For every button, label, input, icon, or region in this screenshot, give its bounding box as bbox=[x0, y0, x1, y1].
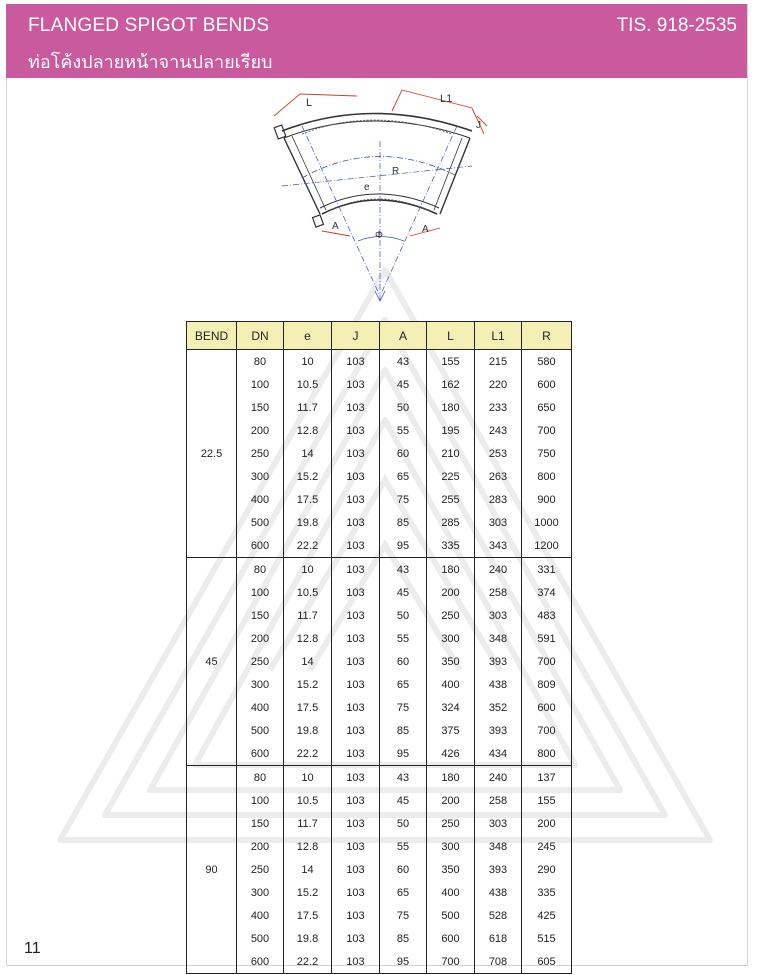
table-cell: 303 bbox=[475, 511, 522, 534]
table-cell: 300 bbox=[237, 465, 284, 488]
table-cell: 14 bbox=[284, 858, 332, 881]
table-cell: 515 bbox=[522, 927, 572, 950]
table-cell: 400 bbox=[427, 673, 475, 696]
table-cell: 200 bbox=[427, 581, 475, 604]
table-cell: 100 bbox=[237, 581, 284, 604]
table-cell: 103 bbox=[332, 696, 380, 719]
table-cell: 155 bbox=[427, 350, 475, 374]
table-row bbox=[187, 927, 572, 950]
table-cell: 809 bbox=[522, 673, 572, 696]
table-cell: 55 bbox=[380, 835, 427, 858]
table-row bbox=[187, 396, 572, 419]
table-cell: 283 bbox=[475, 488, 522, 511]
table-cell: 425 bbox=[522, 904, 572, 927]
table-cell: 650 bbox=[522, 396, 572, 419]
table-cell: 22.2 bbox=[284, 742, 332, 766]
table-cell: 600 bbox=[522, 373, 572, 396]
table-cell: 103 bbox=[332, 581, 380, 604]
table-cell: 103 bbox=[332, 950, 380, 974]
table-cell: 10.5 bbox=[284, 373, 332, 396]
table-cell: 150 bbox=[237, 396, 284, 419]
col-header: DN bbox=[237, 322, 284, 350]
table-cell: 300 bbox=[427, 835, 475, 858]
table-cell: 250 bbox=[237, 858, 284, 881]
table-cell: 103 bbox=[332, 835, 380, 858]
table-cell: 500 bbox=[427, 904, 475, 927]
table-cell: 600 bbox=[237, 742, 284, 766]
table-cell: 900 bbox=[522, 488, 572, 511]
table-cell: 75 bbox=[380, 696, 427, 719]
table-row bbox=[187, 858, 572, 881]
table-cell: 528 bbox=[475, 904, 522, 927]
table-cell: 45 bbox=[380, 581, 427, 604]
table-cell: 350 bbox=[427, 650, 475, 673]
col-header: L1 bbox=[475, 322, 522, 350]
table-header-row bbox=[187, 322, 572, 350]
table-cell: 200 bbox=[237, 627, 284, 650]
table-cell: 400 bbox=[237, 696, 284, 719]
table-cell: 19.8 bbox=[284, 927, 332, 950]
table-row bbox=[187, 350, 572, 374]
table-cell: 215 bbox=[475, 350, 522, 374]
table-cell: 290 bbox=[522, 858, 572, 881]
table-cell: 350 bbox=[427, 858, 475, 881]
table-cell: 245 bbox=[522, 835, 572, 858]
table-cell: 15.2 bbox=[284, 673, 332, 696]
col-header: L bbox=[427, 322, 475, 350]
page-number: 11 bbox=[24, 940, 41, 957]
bend-diagram bbox=[262, 86, 492, 306]
table-cell: 14 bbox=[284, 442, 332, 465]
table-row bbox=[187, 581, 572, 604]
bend-angle-cell: 45 bbox=[187, 558, 237, 766]
table-cell: 200 bbox=[522, 812, 572, 835]
table-cell: 103 bbox=[332, 396, 380, 419]
table-cell: 500 bbox=[237, 719, 284, 742]
table-row bbox=[187, 558, 572, 582]
table-cell: 600 bbox=[237, 534, 284, 558]
table-cell: 103 bbox=[332, 442, 380, 465]
table-cell: 155 bbox=[522, 789, 572, 812]
table-cell: 11.7 bbox=[284, 812, 332, 835]
table-cell: 800 bbox=[522, 465, 572, 488]
table-cell: 300 bbox=[237, 673, 284, 696]
table-cell: 750 bbox=[522, 442, 572, 465]
table-cell: 103 bbox=[332, 373, 380, 396]
table-row bbox=[187, 650, 572, 673]
table-cell: 17.5 bbox=[284, 904, 332, 927]
table-row bbox=[187, 534, 572, 558]
table-cell: 348 bbox=[475, 627, 522, 650]
table-cell: 180 bbox=[427, 396, 475, 419]
table-cell: 50 bbox=[380, 604, 427, 627]
table-cell: 225 bbox=[427, 465, 475, 488]
label-a-right: A bbox=[422, 224, 429, 235]
table-row bbox=[187, 696, 572, 719]
table-cell: 250 bbox=[427, 812, 475, 835]
table-row bbox=[187, 442, 572, 465]
table-row bbox=[187, 719, 572, 742]
table-cell: 43 bbox=[380, 766, 427, 790]
table-cell: 43 bbox=[380, 558, 427, 582]
table-cell: 300 bbox=[427, 627, 475, 650]
table-cell: 240 bbox=[475, 558, 522, 582]
table-cell: 426 bbox=[427, 742, 475, 766]
table-cell: 75 bbox=[380, 488, 427, 511]
table-cell: 400 bbox=[237, 904, 284, 927]
table-cell: 100 bbox=[237, 789, 284, 812]
table-cell: 103 bbox=[332, 719, 380, 742]
table-cell: 12.8 bbox=[284, 835, 332, 858]
table-cell: 19.8 bbox=[284, 719, 332, 742]
table-cell: 352 bbox=[475, 696, 522, 719]
table-cell: 331 bbox=[522, 558, 572, 582]
table-cell: 65 bbox=[380, 673, 427, 696]
table-cell: 103 bbox=[332, 789, 380, 812]
table-cell: 12.8 bbox=[284, 419, 332, 442]
table-cell: 500 bbox=[237, 927, 284, 950]
table-cell: 60 bbox=[380, 858, 427, 881]
table-cell: 50 bbox=[380, 396, 427, 419]
label-l: L bbox=[306, 97, 313, 109]
table-cell: 438 bbox=[475, 673, 522, 696]
table-cell: 500 bbox=[237, 511, 284, 534]
table-cell: 580 bbox=[522, 350, 572, 374]
table-cell: 700 bbox=[522, 419, 572, 442]
table-cell: 103 bbox=[332, 858, 380, 881]
table-cell: 483 bbox=[522, 604, 572, 627]
table-cell: 103 bbox=[332, 511, 380, 534]
table-cell: 15.2 bbox=[284, 881, 332, 904]
label-a-left: A bbox=[332, 221, 339, 232]
table-cell: 285 bbox=[427, 511, 475, 534]
table-cell: 600 bbox=[427, 927, 475, 950]
table-cell: 95 bbox=[380, 742, 427, 766]
table-cell: 200 bbox=[427, 789, 475, 812]
table-cell: 700 bbox=[427, 950, 475, 974]
title-english: FLANGED SPIGOT BENDS bbox=[28, 15, 270, 36]
table-cell: 80 bbox=[237, 558, 284, 582]
table-cell: 233 bbox=[475, 396, 522, 419]
table-cell: 200 bbox=[237, 419, 284, 442]
col-header: BEND bbox=[187, 322, 237, 350]
table-cell: 591 bbox=[522, 627, 572, 650]
table-row bbox=[187, 511, 572, 534]
table-cell: 80 bbox=[237, 350, 284, 374]
table-cell: 60 bbox=[380, 650, 427, 673]
table-cell: 324 bbox=[427, 696, 475, 719]
table-cell: 335 bbox=[427, 534, 475, 558]
table-cell: 95 bbox=[380, 950, 427, 974]
table-cell: 11.7 bbox=[284, 396, 332, 419]
table-cell: 103 bbox=[332, 673, 380, 696]
table-cell: 103 bbox=[332, 604, 380, 627]
table-row bbox=[187, 465, 572, 488]
page-header bbox=[6, 4, 747, 78]
table-cell: 103 bbox=[332, 650, 380, 673]
table-row bbox=[187, 766, 572, 790]
table-cell: 300 bbox=[237, 881, 284, 904]
table-cell: 103 bbox=[332, 904, 380, 927]
table-cell: 10 bbox=[284, 766, 332, 790]
spec-table bbox=[186, 321, 572, 974]
title-thai: ท่อโค้งปลายหน้าจานปลายเรียบ bbox=[28, 52, 273, 72]
table-cell: 343 bbox=[475, 534, 522, 558]
bend-angle-cell: 90 bbox=[187, 766, 237, 974]
table-cell: 137 bbox=[522, 766, 572, 790]
table-cell: 600 bbox=[237, 950, 284, 974]
table-cell: 250 bbox=[237, 442, 284, 465]
table-row bbox=[187, 835, 572, 858]
table-cell: 45 bbox=[380, 373, 427, 396]
table-cell: 605 bbox=[522, 950, 572, 974]
table-cell: 50 bbox=[380, 812, 427, 835]
col-header: R bbox=[522, 322, 572, 350]
table-cell: 618 bbox=[475, 927, 522, 950]
table-cell: 85 bbox=[380, 927, 427, 950]
table-cell: 258 bbox=[475, 789, 522, 812]
table-cell: 200 bbox=[237, 835, 284, 858]
table-cell: 85 bbox=[380, 719, 427, 742]
table-cell: 17.5 bbox=[284, 696, 332, 719]
table-cell: 263 bbox=[475, 465, 522, 488]
table-cell: 393 bbox=[475, 719, 522, 742]
label-angle: Φ bbox=[375, 230, 383, 241]
table-cell: 10.5 bbox=[284, 581, 332, 604]
table-cell: 1000 bbox=[522, 511, 572, 534]
table-cell: 103 bbox=[332, 927, 380, 950]
table-cell: 15.2 bbox=[284, 465, 332, 488]
table-cell: 103 bbox=[332, 465, 380, 488]
table-row bbox=[187, 742, 572, 766]
table-cell: 65 bbox=[380, 465, 427, 488]
table-cell: 103 bbox=[332, 766, 380, 790]
col-header: e bbox=[284, 322, 332, 350]
table-cell: 11.7 bbox=[284, 604, 332, 627]
table-row bbox=[187, 950, 572, 974]
table-cell: 19.8 bbox=[284, 511, 332, 534]
table-cell: 10 bbox=[284, 350, 332, 374]
table-row bbox=[187, 904, 572, 927]
table-cell: 10.5 bbox=[284, 789, 332, 812]
label-e: e bbox=[364, 182, 370, 193]
table-cell: 258 bbox=[475, 581, 522, 604]
table-cell: 55 bbox=[380, 419, 427, 442]
table-cell: 150 bbox=[237, 812, 284, 835]
table-cell: 85 bbox=[380, 511, 427, 534]
table-cell: 243 bbox=[475, 419, 522, 442]
table-cell: 75 bbox=[380, 904, 427, 927]
table-row bbox=[187, 373, 572, 396]
table-cell: 700 bbox=[522, 719, 572, 742]
table-cell: 348 bbox=[475, 835, 522, 858]
table-row bbox=[187, 627, 572, 650]
table-cell: 22.2 bbox=[284, 950, 332, 974]
table-row bbox=[187, 881, 572, 904]
table-row bbox=[187, 812, 572, 835]
table-cell: 162 bbox=[427, 373, 475, 396]
table-cell: 375 bbox=[427, 719, 475, 742]
table-cell: 438 bbox=[475, 881, 522, 904]
table-cell: 103 bbox=[332, 881, 380, 904]
table-cell: 55 bbox=[380, 627, 427, 650]
table-cell: 393 bbox=[475, 650, 522, 673]
table-cell: 103 bbox=[332, 488, 380, 511]
table-cell: 600 bbox=[522, 696, 572, 719]
table-cell: 12.8 bbox=[284, 627, 332, 650]
table-cell: 100 bbox=[237, 373, 284, 396]
table-cell: 250 bbox=[427, 604, 475, 627]
table-cell: 1200 bbox=[522, 534, 572, 558]
table-cell: 103 bbox=[332, 812, 380, 835]
label-r: R bbox=[392, 166, 400, 177]
table-cell: 800 bbox=[522, 742, 572, 766]
table-cell: 17.5 bbox=[284, 488, 332, 511]
table-cell: 303 bbox=[475, 812, 522, 835]
table-row bbox=[187, 604, 572, 627]
table-cell: 210 bbox=[427, 442, 475, 465]
label-l1: L1 bbox=[440, 93, 453, 105]
table-cell: 22.2 bbox=[284, 534, 332, 558]
table-cell: 14 bbox=[284, 650, 332, 673]
table-cell: 708 bbox=[475, 950, 522, 974]
table-cell: 303 bbox=[475, 604, 522, 627]
table-cell: 180 bbox=[427, 766, 475, 790]
table-cell: 43 bbox=[380, 350, 427, 374]
table-cell: 250 bbox=[237, 650, 284, 673]
table-cell: 45 bbox=[380, 789, 427, 812]
table-cell: 180 bbox=[427, 558, 475, 582]
table-cell: 10 bbox=[284, 558, 332, 582]
table-cell: 253 bbox=[475, 442, 522, 465]
col-header: A bbox=[380, 322, 427, 350]
table-row bbox=[187, 789, 572, 812]
table-cell: 80 bbox=[237, 766, 284, 790]
table-body bbox=[187, 350, 572, 974]
table-cell: 65 bbox=[380, 881, 427, 904]
label-j: J bbox=[476, 120, 481, 131]
table-cell: 103 bbox=[332, 627, 380, 650]
table-cell: 255 bbox=[427, 488, 475, 511]
table-cell: 150 bbox=[237, 604, 284, 627]
table-row bbox=[187, 488, 572, 511]
table-cell: 103 bbox=[332, 419, 380, 442]
table-row bbox=[187, 419, 572, 442]
col-header: J bbox=[332, 322, 380, 350]
bend-angle-cell: 22.5 bbox=[187, 350, 237, 558]
table-row bbox=[187, 673, 572, 696]
table-cell: 60 bbox=[380, 442, 427, 465]
table-cell: 434 bbox=[475, 742, 522, 766]
table-cell: 103 bbox=[332, 742, 380, 766]
standard-code: TIS. 918-2535 bbox=[616, 15, 737, 36]
table-cell: 103 bbox=[332, 558, 380, 582]
table-cell: 400 bbox=[427, 881, 475, 904]
table-cell: 240 bbox=[475, 766, 522, 790]
table-cell: 95 bbox=[380, 534, 427, 558]
table-cell: 103 bbox=[332, 350, 380, 374]
table-cell: 400 bbox=[237, 488, 284, 511]
table-cell: 103 bbox=[332, 534, 380, 558]
table-cell: 220 bbox=[475, 373, 522, 396]
table-cell: 335 bbox=[522, 881, 572, 904]
table-cell: 374 bbox=[522, 581, 572, 604]
table-cell: 393 bbox=[475, 858, 522, 881]
table-cell: 195 bbox=[427, 419, 475, 442]
table-cell: 700 bbox=[522, 650, 572, 673]
